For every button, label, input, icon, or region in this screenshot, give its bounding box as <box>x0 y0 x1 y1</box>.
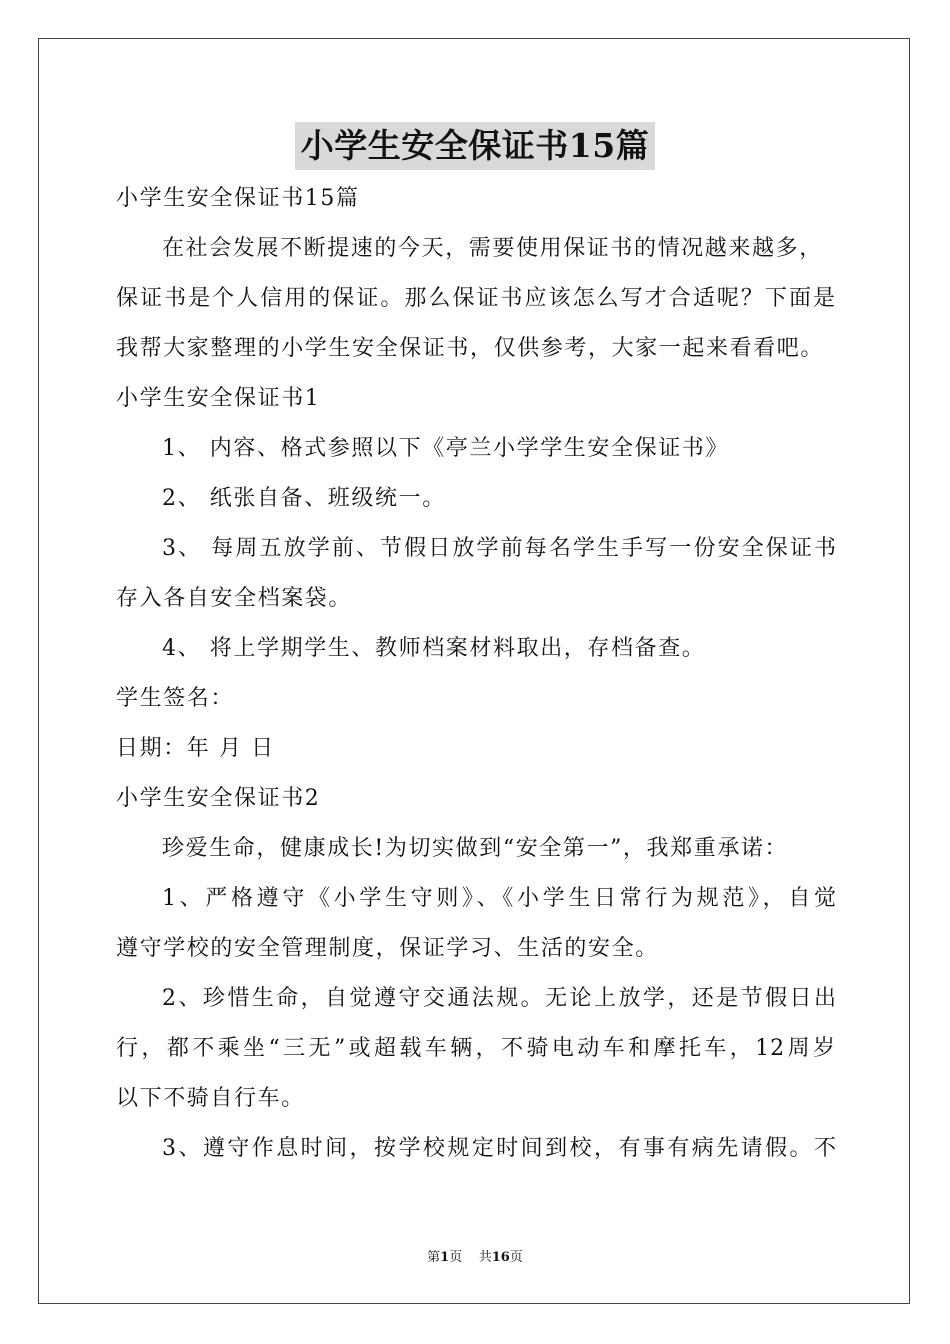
list-item: 2、 纸张自备、班级统一。 <box>162 486 446 511</box>
list-item: 1、严格遵守《小学生守则》、《小学生日常行为规范》，自觉 <box>162 886 837 911</box>
signature-label: 学生签名： <box>116 686 235 711</box>
footer-total-pages: 16 <box>491 1250 510 1265</box>
document-title: 小学生安全保证书15篇 <box>295 122 655 170</box>
paragraph-line: 在社会发展不断提速的今天，需要使用保证书的情况越来越多， <box>162 236 823 261</box>
list-item: 3、遵守作息时间，按学校规定时间到校，有事有病先请假。不 <box>162 1136 837 1161</box>
list-item: 1、 内容、格式参照以下《亭兰小学学生安全保证书》 <box>162 436 729 461</box>
paragraph-line: 保证书是个人信用的保证。那么保证书应该怎么写才合适呢？下面是 <box>116 286 836 311</box>
date-label: 日期：年 月 日 <box>116 736 275 761</box>
list-item-continuation: 遵守学校的安全管理制度，保证学习、生活的安全。 <box>116 936 659 961</box>
subtitle-line: 小学生安全保证书15篇 <box>116 186 360 211</box>
footer-page-number: 1 <box>440 1250 450 1265</box>
page-border <box>38 38 910 1304</box>
list-item: 2、珍惜生命，自觉遵守交通法规。无论上放学，还是节假日出 <box>162 986 837 1011</box>
section-heading: 小学生安全保证书1 <box>116 386 321 411</box>
section-heading: 小学生安全保证书2 <box>116 786 321 811</box>
footer-middle: 页 共 <box>449 1250 492 1265</box>
footer-prefix: 第 <box>427 1250 441 1265</box>
list-item-continuation: 行，都不乘坐“三无”或超载车辆，不骑电动车和摩托车，12周岁 <box>116 1036 836 1061</box>
list-item-continuation: 存入各自安全档案袋。 <box>116 586 353 611</box>
list-item: 4、 将上学期学生、教师档案材料取出，存档备查。 <box>162 636 706 661</box>
paragraph-line: 我帮大家整理的小学生安全保证书，仅供参考，大家一起来看看吧。 <box>116 336 825 361</box>
footer-suffix: 页 <box>509 1250 523 1265</box>
paragraph-line: 珍爱生命，健康成长!为切实做到“安全第一”，我郑重承诺： <box>162 836 789 861</box>
list-item: 3、 每周五放学前、节假日放学前每名学生手写一份安全保证书 <box>162 536 837 561</box>
list-item-continuation: 以下不骑自行车。 <box>116 1086 305 1111</box>
page-footer <box>0 1246 950 1265</box>
title-container <box>0 122 950 170</box>
